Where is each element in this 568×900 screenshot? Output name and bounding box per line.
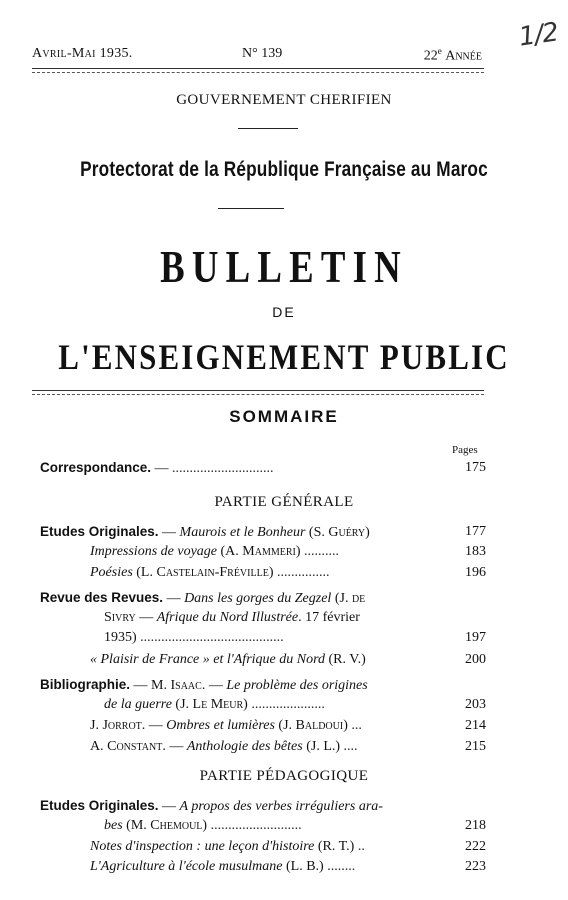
protectorate-title: Protectorat de la République Française au Maroc	[80, 158, 488, 181]
section-label: Bibliographie.	[40, 677, 131, 692]
page-number: 183	[465, 544, 486, 559]
toc-entry-continued	[0, 695, 568, 714]
author-name: Jorrot	[102, 718, 142, 733]
page-number: 196	[465, 565, 486, 580]
toc-entry	[0, 563, 568, 582]
partie-generale-heading: PARTIE GÉNÉRALE	[214, 494, 354, 510]
reviewer-name: Le Meur	[192, 697, 244, 712]
author-name: Castelain-Fréville	[156, 565, 269, 580]
reviewer-name: (J. L.)	[302, 739, 341, 754]
dash: . —	[201, 678, 227, 693]
article-title: Impressions de voyage	[90, 544, 218, 559]
author-prefix: J.	[90, 718, 103, 733]
toc-entry	[0, 650, 568, 669]
leader-dots: .....................	[247, 697, 325, 712]
author-suffix: )	[295, 544, 301, 559]
author-name: (R. T.)	[314, 839, 355, 854]
article-title: L'Agriculture à l'école musulmane	[90, 859, 283, 874]
page-number: 215	[465, 739, 486, 754]
leader-dots: ..	[354, 839, 365, 854]
author-name: Isaac	[170, 678, 202, 693]
author-prefix: (S.	[305, 525, 329, 540]
bulletin-title: BULLETIN	[160, 241, 408, 292]
sommaire-heading	[0, 406, 568, 428]
leader-dots: .........................................	[136, 630, 284, 645]
book-title: de la guerre	[104, 697, 172, 712]
dash: — M.	[130, 678, 171, 693]
pages-column-label: Pages	[452, 444, 478, 456]
toc-entry	[0, 458, 568, 477]
leader-dots: ...............	[273, 565, 330, 580]
journal-date: . 17 février	[298, 610, 360, 625]
toc-entry	[0, 737, 568, 756]
issue-year	[424, 46, 482, 65]
author-suffix: )	[243, 697, 248, 712]
toc-entry	[0, 522, 568, 541]
page-number: 223	[465, 859, 486, 874]
author-name: Constant	[107, 739, 163, 754]
author-particle: de	[351, 591, 366, 606]
page-number: 214	[465, 718, 486, 733]
issue-number: N° 139	[242, 46, 283, 61]
page-number: 203	[465, 697, 486, 712]
author-prefix: (L.	[132, 565, 157, 580]
author-name: Guéry	[328, 525, 366, 540]
dash: . —	[162, 739, 187, 754]
toc-entry	[0, 542, 568, 561]
page-number: 218	[465, 818, 486, 833]
toc-entry-continued	[0, 608, 568, 627]
author-suffix: )	[343, 718, 348, 733]
leader-dots: ..........................	[207, 818, 302, 833]
article-title: Dans les gorges du Zegzel	[184, 591, 332, 606]
masthead-rule	[32, 390, 484, 395]
leader-dots: ....	[340, 739, 358, 754]
page-number: 177	[465, 524, 486, 539]
enseignement-title: L'ENSEIGNEMENT PUBLIC	[58, 337, 510, 377]
toc-entry	[0, 716, 568, 735]
article-title: bes	[104, 818, 123, 833]
dash: . —	[141, 718, 167, 733]
page-number: 175	[465, 460, 486, 475]
issue-date: Avril-Mai 1935.	[32, 46, 133, 61]
dash: —	[151, 461, 173, 476]
author-suffix: )	[202, 818, 208, 833]
toc-entry	[0, 588, 568, 607]
section-label: Revue des Revues.	[40, 590, 164, 605]
sommaire-title: SOMMAIRE	[229, 407, 339, 426]
toc-entry	[0, 675, 568, 694]
article-title: Notes d'inspection : une leçon d'histoire	[90, 839, 315, 854]
government-title: GOUVERNEMENT CHERIFIEN	[176, 92, 392, 108]
section-label: Etudes Originales.	[40, 798, 159, 813]
article-title: « Plaisir de France » et l'Afrique du Nord	[90, 652, 326, 667]
page-number: 200	[465, 652, 486, 667]
author-prefix: (J.	[331, 591, 352, 606]
author-name: (L. B.)	[282, 859, 324, 874]
author-name: Sivry	[104, 610, 136, 625]
header-rule	[32, 68, 484, 73]
book-title: Le problème des origines	[226, 678, 368, 693]
author-suffix: )	[365, 525, 370, 540]
author-name: Mammeri	[242, 544, 296, 559]
leader-dots: ..........	[300, 544, 340, 559]
toc-entry	[0, 796, 568, 815]
section-label: Correspondance.	[40, 460, 152, 475]
de-word: DE	[272, 304, 296, 320]
leader-dots: ........	[323, 859, 356, 874]
year-word: Année	[445, 48, 482, 64]
toc-entry-continued	[0, 628, 568, 647]
dash: —	[158, 525, 180, 540]
section-label: Etudes Originales.	[40, 524, 159, 539]
partie-pedagogique-heading: PARTIE PÉDAGOGIQUE	[199, 768, 369, 784]
dash: —	[163, 591, 185, 606]
author-prefix: (A.	[217, 544, 243, 559]
issue-header	[32, 46, 482, 66]
year-suffix: e	[437, 46, 442, 56]
page-number: 222	[465, 839, 486, 854]
author-name: (R. V.)	[325, 652, 366, 667]
book-title: Anthologie des bêtes	[186, 739, 303, 754]
author-prefix: (J.	[274, 718, 296, 733]
toc-entry	[0, 837, 568, 856]
leader-dots: ...	[347, 718, 362, 733]
dash: —	[135, 610, 157, 625]
divider-rule	[218, 208, 284, 209]
book-title: Ombres et lumières	[166, 718, 275, 733]
journal-title: Afrique du Nord Illustrée	[156, 610, 299, 625]
author-prefix: (J.	[171, 697, 193, 712]
page-number: 197	[465, 630, 486, 645]
journal-year: 1935)	[104, 630, 137, 645]
author-suffix: )	[268, 565, 274, 580]
leader-dots: .............................	[172, 461, 274, 476]
divider-rule	[238, 128, 298, 129]
reviewer-name: Baldoui	[295, 718, 344, 733]
article-title: A propos des verbes irréguliers ara-	[179, 799, 383, 814]
article-title: Poésies	[90, 565, 133, 580]
article-title: Maurois et le Bonheur	[179, 525, 306, 540]
handwritten-annotation: 1/2	[517, 17, 560, 53]
author-prefix: (M.	[122, 818, 151, 833]
author-name: Chemoul	[150, 818, 203, 833]
year-number: 22	[423, 48, 438, 64]
toc-entry-continued	[0, 816, 568, 835]
toc-entry	[0, 857, 568, 876]
dash: —	[158, 799, 180, 814]
author-prefix: A.	[90, 739, 108, 754]
